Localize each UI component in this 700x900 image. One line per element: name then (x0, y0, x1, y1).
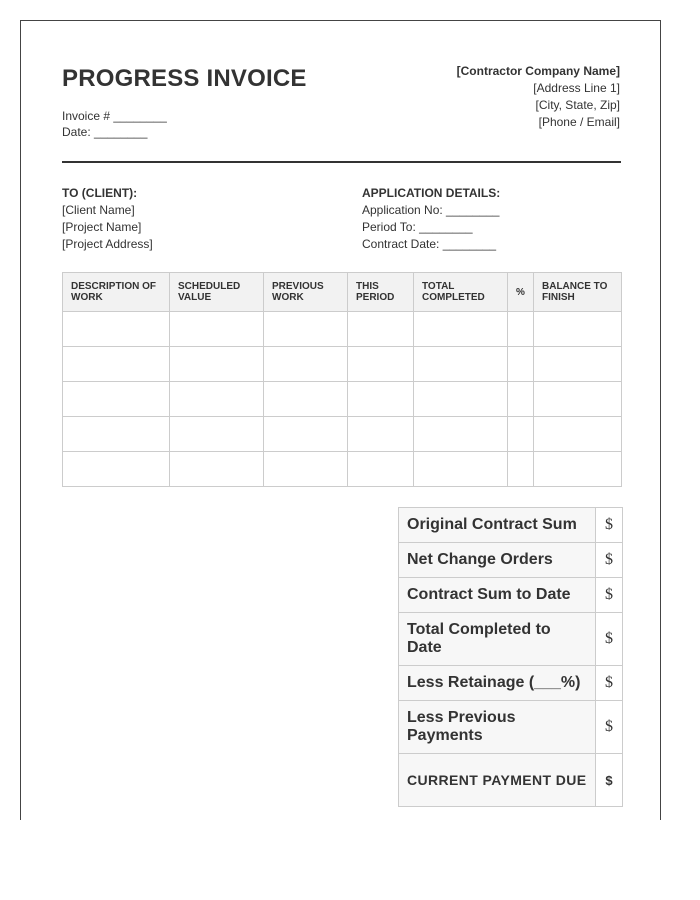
column-header-balance: BALANCE TO FINISH (534, 273, 622, 312)
summary-row-total-completed-to-date (399, 613, 623, 666)
table-cell[interactable] (264, 382, 348, 417)
table-cell[interactable] (348, 312, 414, 347)
summary-label: Contract Sum to Date (399, 578, 596, 613)
table-cell[interactable] (264, 312, 348, 347)
table-cell[interactable] (534, 347, 622, 382)
table-cell[interactable] (170, 452, 264, 487)
contract-date: Contract Date: ________ (362, 237, 497, 251)
column-header-previous-work: PREVIOUS WORK (264, 273, 348, 312)
summary-amount[interactable]: $ (596, 508, 623, 543)
table-row (63, 382, 622, 417)
summary-amount[interactable]: $ (596, 543, 623, 578)
page-title: PROGRESS INVOICE (62, 65, 307, 92)
summary-label: Total Completed to Date (399, 613, 596, 666)
summary-amount[interactable]: $ (596, 613, 623, 666)
table-cell[interactable] (264, 452, 348, 487)
table-cell[interactable] (534, 312, 622, 347)
summary-label: CURRENT PAYMENT DUE (399, 754, 596, 807)
summary-table (398, 507, 623, 807)
table-cell[interactable] (508, 452, 534, 487)
table-cell[interactable] (414, 382, 508, 417)
column-header-description: DESCRIPTION OF WORK (63, 273, 170, 312)
summary-row-less-retainage (399, 666, 623, 701)
table-cell[interactable] (63, 417, 170, 452)
contractor-block (457, 63, 620, 131)
table-cell[interactable] (348, 347, 414, 382)
summary-amount[interactable]: $ (596, 666, 623, 701)
summary-label: Less Retainage (___%) (399, 666, 596, 701)
company-address: [Address Line 1] (533, 81, 620, 95)
table-cell[interactable] (63, 312, 170, 347)
table-cell[interactable] (348, 417, 414, 452)
table-cell[interactable] (508, 312, 534, 347)
project-address: [Project Address] (62, 237, 153, 251)
table-cell[interactable] (264, 347, 348, 382)
table-cell[interactable] (63, 382, 170, 417)
invoice-number-line: Invoice # ________ (62, 109, 167, 123)
header-divider (62, 161, 621, 163)
table-cell[interactable] (414, 452, 508, 487)
table-cell[interactable] (63, 452, 170, 487)
invoice-page (20, 20, 661, 820)
period-to: Period To: ________ (362, 220, 473, 234)
column-header-total-completed: TOTAL COMPLETED (414, 273, 508, 312)
table-cell[interactable] (534, 382, 622, 417)
table-row (63, 347, 622, 382)
table-row (63, 417, 622, 452)
company-name: [Contractor Company Name] (456, 64, 620, 78)
table-row (63, 452, 622, 487)
project-name: [Project Name] (62, 220, 142, 234)
application-number: Application No: ________ (362, 203, 500, 217)
client-block (62, 185, 153, 253)
client-name: [Client Name] (62, 203, 135, 217)
table-cell[interactable] (508, 417, 534, 452)
invoice-date-line: Date: ________ (62, 125, 148, 139)
table-cell[interactable] (534, 452, 622, 487)
summary-row-net-change-orders (399, 543, 623, 578)
summary-amount[interactable]: $ (596, 578, 623, 613)
summary-row-contract-sum-to-date (399, 578, 623, 613)
table-cell[interactable] (348, 382, 414, 417)
application-block (362, 185, 500, 253)
work-table (62, 272, 622, 487)
table-cell[interactable] (170, 312, 264, 347)
table-cell[interactable] (348, 452, 414, 487)
column-header-percent: % (508, 273, 534, 312)
client-heading: TO (CLIENT): (62, 186, 138, 200)
summary-amount[interactable]: $ (596, 701, 623, 754)
column-header-this-period: THIS PERIOD (348, 273, 414, 312)
table-row (63, 312, 622, 347)
application-heading: APPLICATION DETAILS: (362, 186, 501, 200)
table-cell[interactable] (414, 417, 508, 452)
table-header-row (63, 273, 622, 312)
summary-label: Less Previous Payments (399, 701, 596, 754)
summary-row-current-payment-due (399, 754, 623, 807)
table-cell[interactable] (63, 347, 170, 382)
table-cell[interactable] (264, 417, 348, 452)
table-cell[interactable] (170, 347, 264, 382)
summary-amount[interactable]: $ (596, 754, 623, 807)
table-cell[interactable] (170, 417, 264, 452)
table-cell[interactable] (414, 312, 508, 347)
column-header-scheduled-value: SCHEDULED VALUE (170, 273, 264, 312)
table-cell[interactable] (508, 347, 534, 382)
table-cell[interactable] (508, 382, 534, 417)
company-contact: [Phone / Email] (538, 115, 620, 129)
company-city: [City, State, Zip] (535, 98, 620, 112)
summary-row-less-previous-payments (399, 701, 623, 754)
summary-row-original-contract-sum (399, 508, 623, 543)
summary-label: Original Contract Sum (399, 508, 596, 543)
table-cell[interactable] (170, 382, 264, 417)
table-cell[interactable] (414, 347, 508, 382)
table-cell[interactable] (534, 417, 622, 452)
summary-label: Net Change Orders (399, 543, 596, 578)
